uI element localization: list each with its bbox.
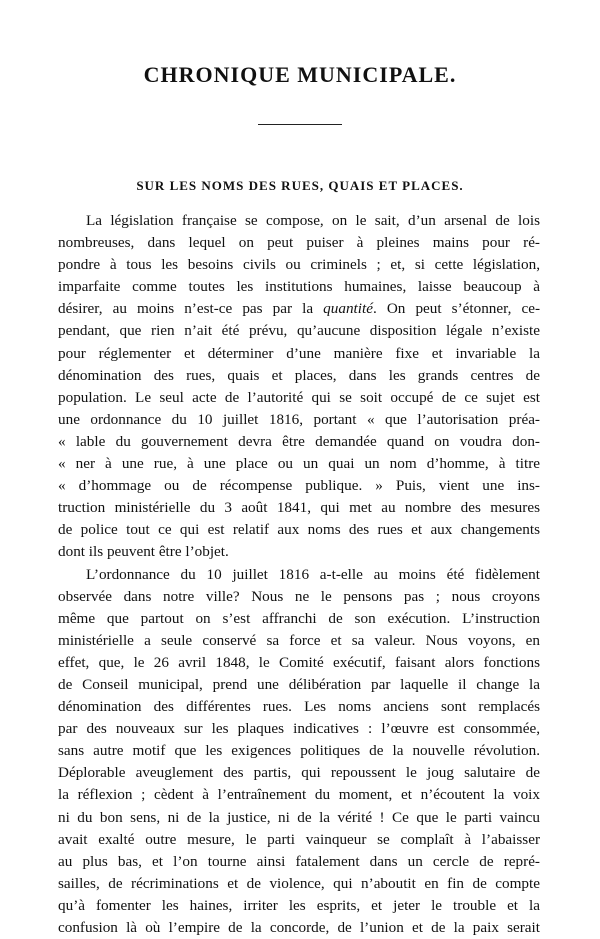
text-segment: . On peut s’étonner, ce- xyxy=(372,300,540,318)
text-line: sailles, de récriminations et de violence, qui n’aboutit en fin de compte xyxy=(58,874,540,892)
text-line: sans autre motif que les exigences politiques de la nouvelle révolution. xyxy=(58,742,540,760)
text-line: par des nouveaux sur les plaques indicatives : l’œuvre est consommée, xyxy=(58,720,540,738)
text-line: la réflexion ; cèdent à l’entraînement du moment, et n’écoutent la voix xyxy=(58,786,540,804)
section-subtitle: SUR LES NOMS DES RUES, QUAIS ET PLACES. xyxy=(136,178,464,193)
text-line: population. Le seul acte de l’autorité qui se soit occupé de ce sujet est xyxy=(58,388,540,406)
text-line xyxy=(58,298,540,320)
text-line: de Conseil municipal, prend une délibération par laquelle il change la xyxy=(58,675,540,693)
text-line: truction ministérielle du 3 août 1841, qui met au nombre des mesures xyxy=(58,499,540,517)
text-segment: désirer, au moins n’est-ce pas par la xyxy=(58,300,324,318)
text-line: dénomination des rues, quais et places, dans les grands centres de xyxy=(58,366,540,384)
text-line: ministérielle a seule conservé sa force et sa valeur. Nous voyons, en xyxy=(58,631,540,649)
text-line: au plus bas, et l’on tourne ainsi fatalement dans un cercle de repré- xyxy=(58,852,540,870)
text-line: confusion là où l’empire de la concorde, de l’union et de la paix serait xyxy=(58,919,540,936)
text-line: « d’hommage ou de récompense publique. » Puis, vient une ins- xyxy=(58,477,540,495)
text-line: même que partout on s’est affranchi de son exécution. L’instruction xyxy=(58,609,540,627)
text-line: « ner à une rue, à une place ou un quai un nom d’homme, à titre xyxy=(58,455,540,473)
title-divider xyxy=(258,124,342,125)
text-line: ni du bon sens, ni de la justice, ni de la vérité ! Ce que le parti vaincu xyxy=(58,808,540,826)
text-line: pondre à tous les besoins civils ou criminels ; et, si cette législation, xyxy=(58,256,540,274)
text-line: pendant, que rien n’ait été prévu, qu’aucune disposition légale n’existe xyxy=(58,322,540,340)
emphasized-word: quantité xyxy=(323,300,373,318)
text-line: imparfaite comme toutes les institutions humaines, laisse beaucoup à xyxy=(58,278,540,296)
text-line: dont ils peuvent être l’objet. xyxy=(58,543,229,561)
text-line: L’ordonnance du 10 juillet 1816 a-t-elle au moins été fidèlement xyxy=(86,565,540,583)
page-title: CHRONIQUE MUNICIPALE. xyxy=(143,62,457,87)
text-line: avait exalté outre mesure, le parti vainqueur se complaît à l’abaisser xyxy=(58,830,540,848)
text-line: une ordonnance du 10 juillet 1816, portant « que l’autorisation préa- xyxy=(58,410,540,428)
text-line: de police tout ce qui est relatif aux noms des rues et aux changements xyxy=(58,521,540,539)
body-text xyxy=(58,210,540,939)
text-line: « lable du gouvernement devra être demandée quand on voudra don- xyxy=(58,432,540,450)
text-line: La législation française se compose, on le sait, d’un arsenal de lois xyxy=(86,212,540,229)
text-line: qu’à fomenter les haines, irriter les esprits, et jeter le trouble et la xyxy=(58,896,540,914)
text-line: pour réglementer et déterminer d’une manière fixe et invariable la xyxy=(58,344,540,362)
text-line: dénomination des différentes rues. Les noms anciens sont remplacés xyxy=(58,698,540,716)
text-line: effet, que, le 26 avril 1848, le Comité exécutif, faisant alors fonctions xyxy=(58,653,540,671)
text-line: Déplorable aveuglement des partis, qui repoussent le joug salutaire de xyxy=(58,764,540,782)
text-line: nombreuses, dans lequel on peut puiser à pleines mains pour ré- xyxy=(58,234,540,252)
text-line: observée dans notre ville? Nous ne le pensons pas ; nous croyons xyxy=(58,587,540,605)
